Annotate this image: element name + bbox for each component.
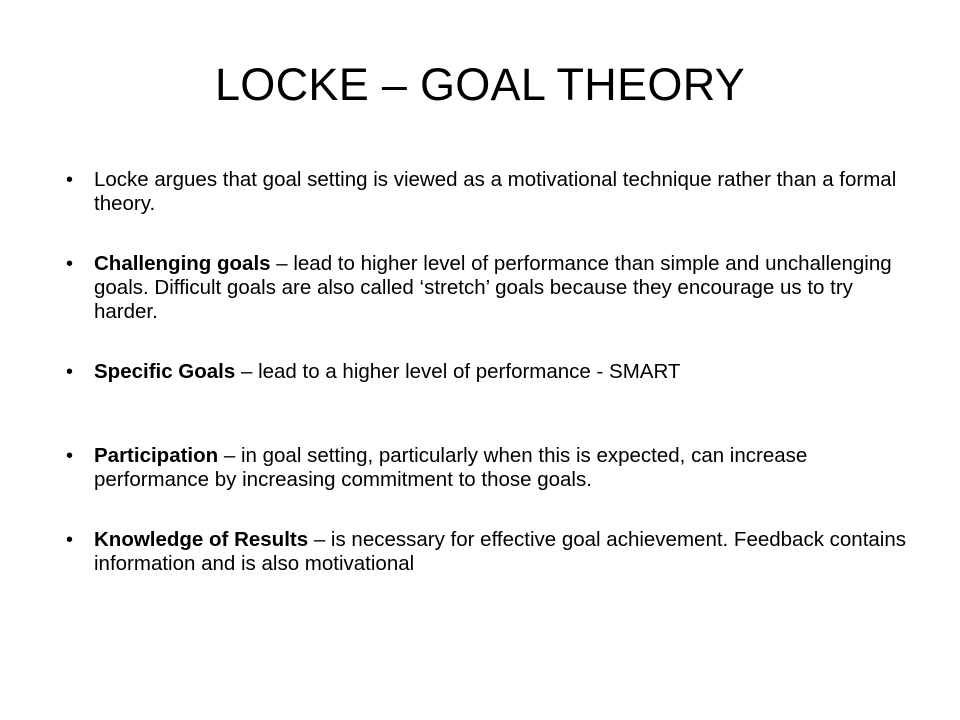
bullet-term: Knowledge of Results xyxy=(94,528,309,551)
bullet-item-locke-argues xyxy=(66,168,906,216)
bullet-item-specific-goals xyxy=(66,360,906,384)
bullet-dot-icon: • xyxy=(66,253,74,275)
bullet-text: – lead to higher level of performance than simple and unchallenging goals. Difficult goals are also called ‘stretch’ goals because they encourage us to try harder. xyxy=(94,252,892,323)
bullet-dot-icon: • xyxy=(66,361,74,383)
bullet-list xyxy=(66,168,906,576)
bullet-term: Challenging goals xyxy=(94,252,271,275)
bullet-text: – is necessary for effective goal achievement. Feedback contains information and is also motivational xyxy=(94,528,907,575)
bullet-text: – in goal setting, particularly when this is expected, can increase performance by increasing commitment to those goals. xyxy=(94,444,808,491)
slide-title: LOCKE – GOAL THEORY xyxy=(214,59,746,110)
bullet-term: Participation xyxy=(94,444,219,467)
bullet-item-participation xyxy=(66,444,906,492)
bullet-item-challenging-goals xyxy=(66,252,906,324)
bullet-text: – lead to a higher level of performance - SMART xyxy=(235,360,681,383)
bullet-dot-icon: • xyxy=(66,529,74,551)
bullet-text: Locke argues that goal setting is viewed as a motivational technique rather than a formal theory. xyxy=(94,168,897,215)
bullet-item-knowledge-of-results xyxy=(66,528,906,576)
bullet-dot-icon: • xyxy=(66,445,74,467)
bullet-dot-icon: • xyxy=(66,169,74,191)
bullet-term: Specific Goals xyxy=(94,360,236,383)
